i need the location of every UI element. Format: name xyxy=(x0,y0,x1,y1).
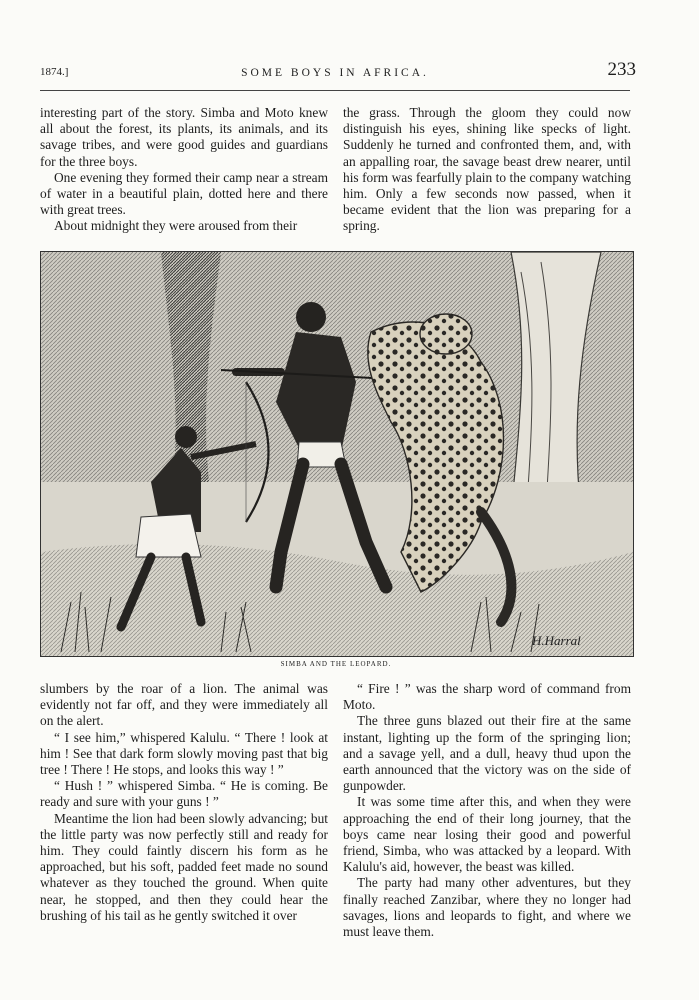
engraving-image xyxy=(41,252,633,656)
artist-signature: H.Harral xyxy=(532,633,581,648)
header-year: 1874.] xyxy=(40,66,69,78)
paragraph: Meantime the lion had been slowly advancing; but the little party was now perfectly still and ready for him. They could faintly discern his form as he approached, but his soft, padded feet made no sound whatever as they touched the ground. When quite near, he stopped, and then they could hear the brushing of his tail as he gently switched it over xyxy=(40,810,328,923)
running-header xyxy=(40,59,636,84)
column-bottom-left xyxy=(40,681,328,924)
paragraph: The party had many other adventures, but they finally reached Zanzibar, where they no longer had savages, lions and leopards to fight, and where we must leave them. xyxy=(343,875,631,940)
column-top-right xyxy=(343,105,631,235)
paragraph: “ Fire ! ” was the sharp word of command from Moto. xyxy=(343,681,631,713)
paragraph: “ I see him,” whispered Kalulu. “ There ! look at him ! See that dark form slowly moving past that big tree ! There ! He stops, and looks this way ! ” xyxy=(40,729,328,778)
illustration-caption: SIMBA AND THE LEOPARD. xyxy=(280,660,392,668)
page-number: 233 xyxy=(607,59,636,80)
column-bottom-right xyxy=(343,681,631,940)
paragraph: slumbers by the roar of a lion. The animal was evidently not far off, and they were immediately all on the alert. xyxy=(40,681,328,729)
header-title: SOME BOYS IN AFRICA. xyxy=(241,67,429,79)
paragraph: About midnight they were aroused from their xyxy=(54,218,298,234)
engraving-illustration xyxy=(40,251,634,657)
header-rule xyxy=(40,90,630,91)
paragraph: interesting part of the story. Simba and Moto knew all about the forest, its plants, its animals, and its savage tribes, and were good guides and guardians for the three boys. xyxy=(40,105,328,169)
paragraph: It was some time after this, and when they were approaching the end of their long journey, that the boys came near losing their good and powerful friend, Simba, who was attacked by a leopard. With Kalulu's aid, however, the beast was killed. xyxy=(343,794,631,875)
paragraph: One evening they formed their camp near a stream of water in a beautiful plain, dotted here and there with great trees. xyxy=(40,169,328,218)
column-top-left xyxy=(40,105,328,235)
paragraph: The three guns blazed out their fire at the same instant, lighting up the form of the springing lion; and a savage yell, and a dull, heavy thud upon the earth announced that the victory was on the side of gunpowder. xyxy=(343,713,631,794)
paragraph: “ Hush ! ” whispered Simba. “ He is coming. Be ready and sure with your guns ! ” xyxy=(40,778,328,810)
paragraph: the grass. Through the gloom they could now distinguish his eyes, shining like specks of light. Suddenly he turned and confronted them, and, with an appalling roar, the savage beast drew nearer, until his form was fearfully plain to the company watching him. Only a few seconds now passed, when it became evident that the lion was preparing for a spring. xyxy=(343,105,631,234)
